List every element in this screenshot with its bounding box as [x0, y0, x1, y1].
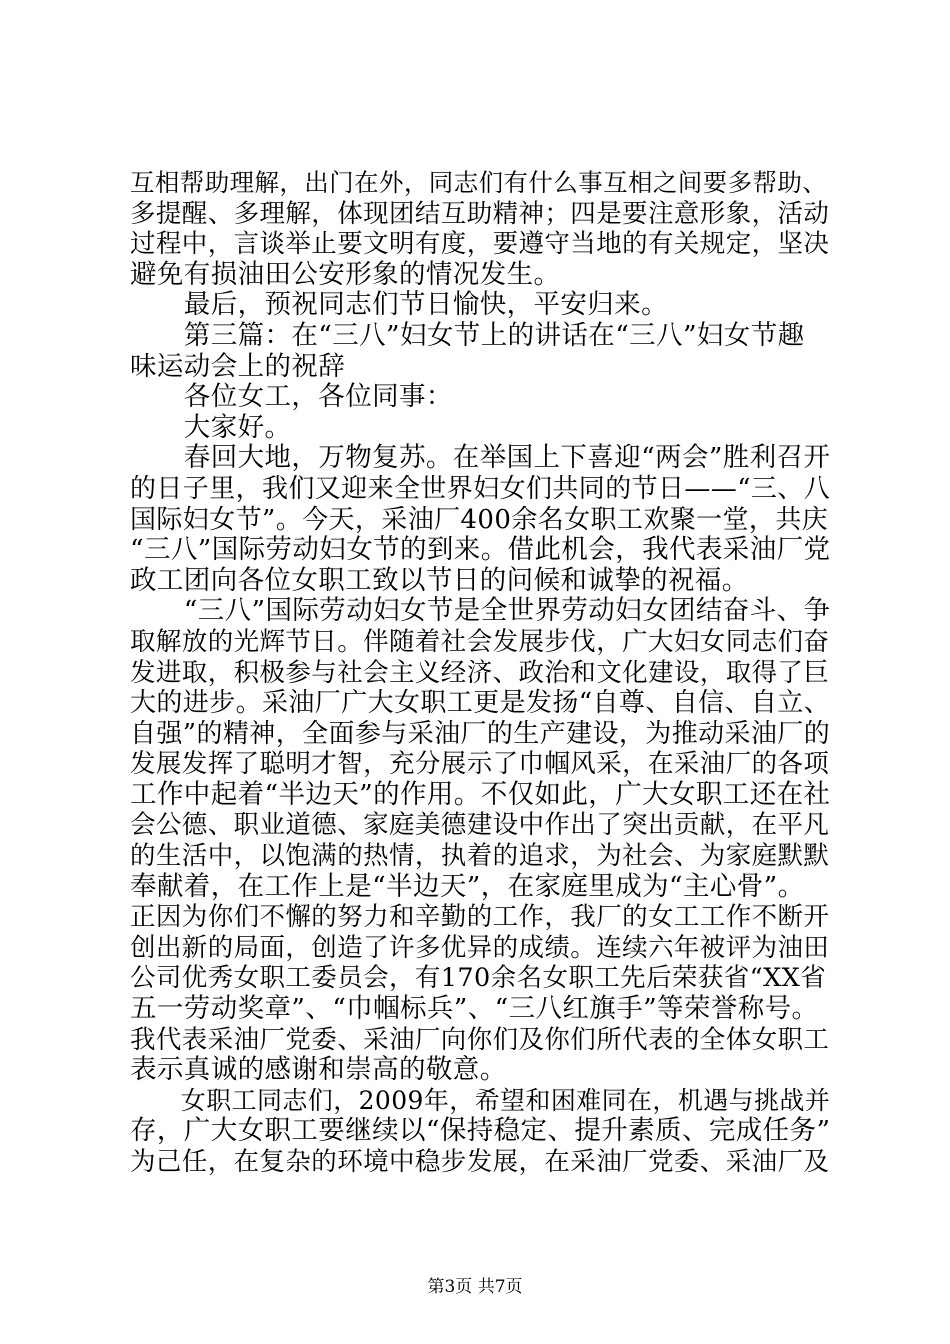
text-line: 第三篇：在“三八”妇女节上的讲话在“三八”妇女节趣: [130, 319, 805, 351]
text-line: 奉献着，在工作上是“半边天”，在家庭里成为“主心骨”。: [130, 870, 805, 902]
page-footer: 第3页 共7页: [427, 1277, 523, 1297]
text-line: 发展发挥了聪明才智，充分展示了巾帼风采，在采油厂的各项: [130, 749, 830, 780]
text-line: 表示真诚的感谢和崇高的敬意。: [130, 1054, 507, 1086]
text-line: 发进取，积极参与社会主义经济、政治和文化建设，取得了巨: [130, 657, 830, 688]
text-line: 春回大地，万物复苏。在举国上下喜迎“两会”胜利召开: [130, 442, 831, 474]
text-line: 存，广大女职工要继续以“保持稳定、提升素质、完成任务”: [130, 1115, 831, 1147]
text-line: 公司优秀女职工委员会，有170余名女职工先后荣获省“XX省: [130, 963, 827, 994]
text-line: 大家好。: [130, 411, 292, 443]
text-line: 为己任，在复杂的环境中稳步发展，在采油厂党委、采油厂及: [130, 1147, 830, 1177]
text-line: 会公德、职业道德、家庭美德建设中作出了突出贡献，在平凡: [130, 810, 830, 841]
text-line: 工作中起着“半边天”的作用。不仅如此，广大女职工还在社: [130, 778, 831, 810]
text-line: 最后，预祝同志们节日愉快，平安归来。: [130, 289, 668, 321]
text-line: 的生活中，以饱满的热情，执着的追求，为社会、为家庭默默: [130, 841, 830, 872]
text-line: “三八”国际劳动妇女节的到来。借此机会，我代表采油厂党: [130, 534, 831, 566]
text-line: 取解放的光辉节日。伴随着社会发展步伐，广大妇女同志们奋: [130, 626, 830, 657]
text-line: 五一劳动奖章”、“巾帼标兵”、“三八红旗手”等荣誉称号。: [130, 993, 819, 1025]
text-line: 政工团向各位女职工致以节日的问候和诚挚的祝福。: [130, 564, 749, 596]
text-line: 味运动会上的祝辞: [130, 350, 346, 382]
text-line: 国际妇女节”。今天，采油厂400余名女职工欢聚一堂，共庆: [130, 504, 829, 535]
text-line: 过程中，言谈举止要文明有度，要遵守当地的有关规定，坚决: [130, 229, 830, 260]
text-line: 女职工同志们，2009年，希望和困难同在，机遇与挑战并: [130, 1085, 831, 1115]
document-body: [130, 168, 838, 1178]
text-line: 的日子里，我们又迎来全世界妇女们共同的节日——“三、八: [130, 473, 831, 504]
text-line: 创出新的局面，创造了许多优异的成绩。连续六年被评为油田: [130, 932, 830, 963]
text-line: 正因为你们不懈的努力和辛勤的工作，我厂的女工工作不断开: [130, 902, 830, 933]
text-line: 避免有损油田公安形象的情况发生。: [130, 258, 561, 290]
text-line: 各位女工，各位同事：: [130, 381, 453, 413]
text-line: 大的进步。采油厂广大女职工更是发扬“自尊、自信、自立、: [130, 688, 831, 719]
text-line: 互相帮助理解，出门在外，同志们有什么事互相之间要多帮助、: [130, 168, 828, 197]
text-line: “三八”国际劳动妇女节是全世界劳动妇女团结奋斗、争: [130, 595, 831, 627]
text-line: 多提醒、多理解，体现团结互助精神；四是要注意形象，活动: [130, 198, 830, 229]
text-line: 自强”的精神，全面参与采油厂的生产建设，为推动采油厂的: [130, 718, 831, 749]
text-line: 我代表采油厂党委、采油厂向你们及你们所代表的全体女职工: [130, 1024, 830, 1055]
